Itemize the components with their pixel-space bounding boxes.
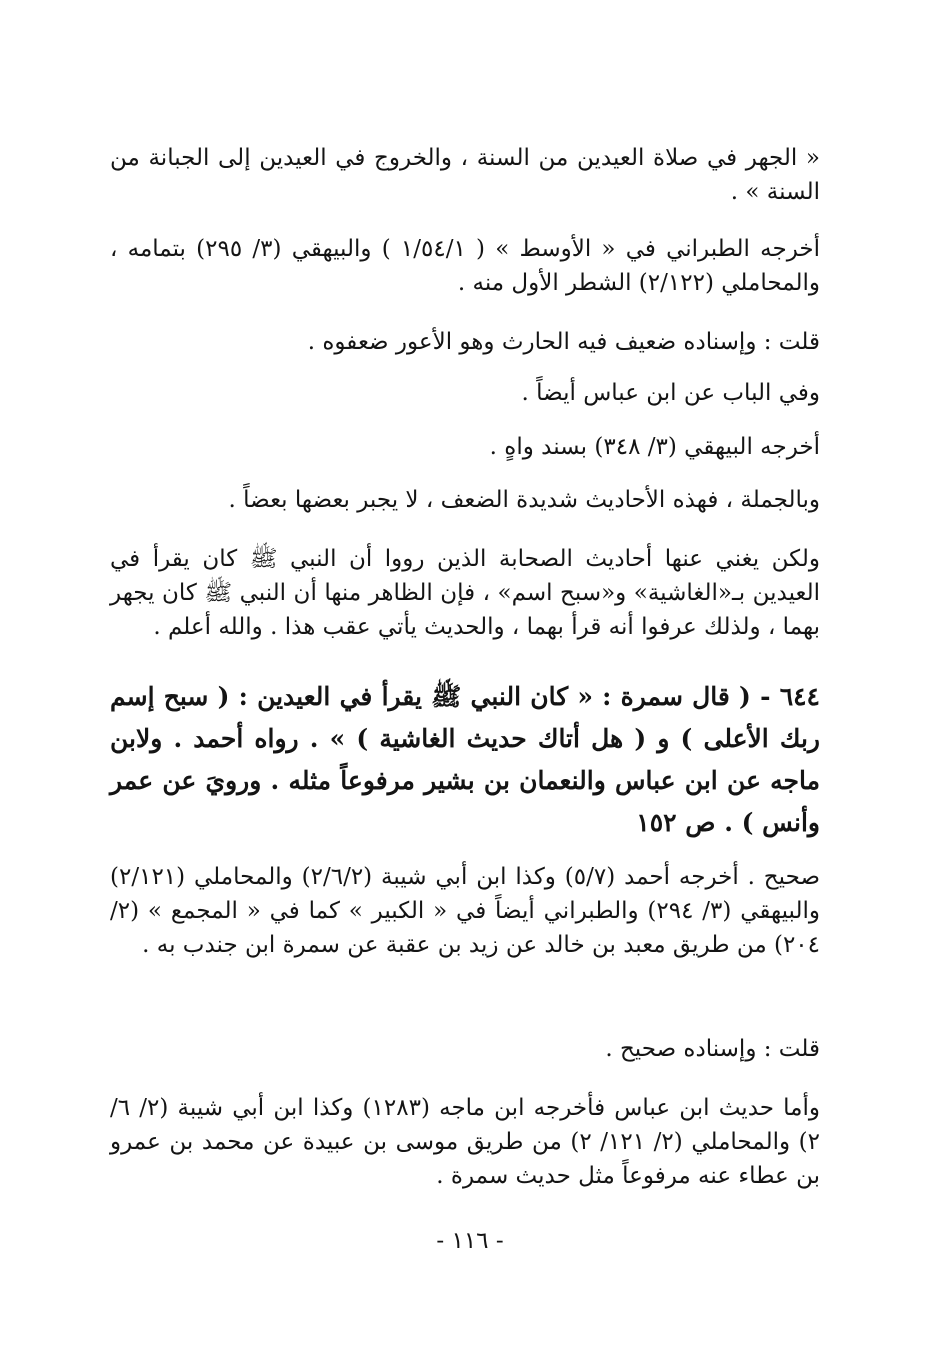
paragraph-hadith-quote: « الجهر في صلاة العيدين من السنة ، والخروج في العيدين إلى الجبانة من السنة » . <box>110 145 821 205</box>
paragraph-ibn-abbas-chapter: وفي الباب عن ابن عباس أيضاً . <box>521 380 820 406</box>
page-number: - ١١٦ - <box>436 1228 504 1254</box>
paragraph-isnad-sahih: قلت : وإسناده صحيح . <box>605 1036 820 1062</box>
paragraph-summary-weak: وبالجملة ، فهذه الأحاديث شديدة الضعف ، لا يجبر بعضها بعضاً . <box>228 487 820 513</box>
paragraph-isnad-weak: قلت : وإسناده ضعيف فيه الحارث وهو الأعور ضعفوه . <box>307 329 820 355</box>
paragraph-ibn-abbas-hadith: وأما حديث ابن عباس فأخرجه ابن ماجه (١٢٨٣) وكذا ابن أبي شيبة (٢/ ٦/ ٢) والمحاملي (٢/ ١٢١/ ٢) من طريق موسى بن عبيدة عن محمد بن عمرو بن عطاء عنه مرفوعاً مثل حديث سمرة . <box>110 1095 820 1189</box>
hadith-644-text: ٦٤٤ - ( قال سمرة : « كان النبي ﷺ يقرأ في العيدين : ( سبح إسم ربك الأعلى ) و ( هل أتاك حديث الغاشية ) » . رواه أحمد . ولابن ماجه عن ابن عباس والنعمان بن بشير مرفوعاً مثله . ورويَ عن عمر وأنس ) . ص ١٥٢ <box>110 682 820 837</box>
paragraph-sahih-takhrij: صحيح . أخرجه أحمد (٥/٧) وكذا ابن أبي شيبة (٢/٦/٢) والمحاملي (٢/١٢١) والبيهقي (٣/ ٢٩٤) والطبراني أيضاً في « الكبير » كما في « المجمع » (٢/ ٢٠٤) من طريق معبد بن خالد عن زيد بن عقبة عن سمرة ابن جندب به . <box>110 864 821 958</box>
paragraph-takhrij-tabarani: أخرجه الطبراني في « الأوسط » ( ١/٥٤/١ ) والبيهقي (٣/ ٢٩٥) بتمامه ، والمحاملي (٢/١٢٢) الشطر الأول منه . <box>110 236 820 296</box>
paragraph-bayhaqi: أخرجه البيهقي (٣/ ٣٤٨) بسند واهٍ . <box>489 434 820 460</box>
paragraph-explanation: ولكن يغني عنها أحاديث الصحابة الذين رووا أن النبي ﷺ كان يقرأ في العيدين بـ«الغاشية» و«سبح اسم» ، فإن الظاهر منها أن النبي ﷺ كان يجهر بهما ، ولذلك عرفوا أنه قرأ بهما ، والحديث يأتي عقب هذا . والله أعلم . <box>110 546 820 640</box>
